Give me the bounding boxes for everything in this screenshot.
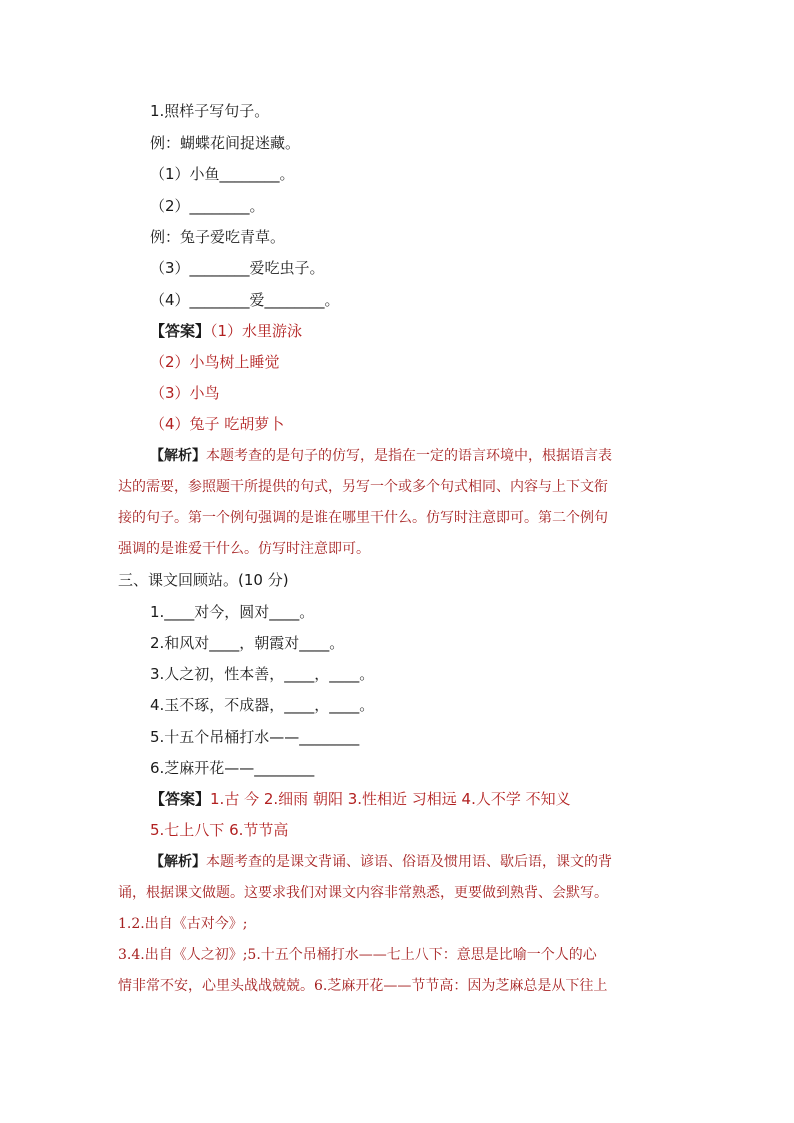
answer-text: （1）水里游泳 [210, 322, 303, 340]
fill-item: 1.____对今，圆对____。 [150, 603, 315, 621]
analysis-label: 【解析】 [150, 854, 206, 870]
fill-item: 2.和风对____，朝霞对____。 [150, 634, 345, 652]
fill-item: 4.玉不琢，不成器，____，____。 [150, 696, 375, 714]
answer-line [150, 789, 571, 809]
fill-item: 3.人之初，性本善，____，____。 [150, 665, 375, 683]
analysis-text: 本题考查的是课文背诵、谚语、俗语及惯用语、歇后语，课文的背 [206, 854, 612, 870]
answer-label: 【答案】 [150, 790, 211, 808]
example-sentence: 例：兔子爱吃青草。 [150, 228, 286, 246]
section-heading: 三、课文回顾站。(10 分) [118, 571, 289, 589]
question-title: 1.照样子写句子。 [150, 102, 270, 120]
analysis-text: 本题考查的是句子的仿写，是指在一定的语言环境中，根据语言表 [206, 448, 612, 464]
answer-text: 1.古 今 2.细雨 朝阳 3.性相近 习相远 4.人不学 不知义 [210, 790, 571, 808]
answer-text: （4）兔子 吃胡萝卜 [150, 415, 285, 433]
analysis-label: 【解析】 [150, 448, 206, 464]
fill-item: 6.芝麻开花——________ [150, 759, 315, 777]
analysis-line [150, 446, 612, 466]
fill-item: （1）小鱼________。 [150, 165, 295, 183]
analysis-text: 强调的是谁爱干什么。仿写时注意即可。 [118, 541, 370, 557]
analysis-text: 1.2.出自《古对今》; [118, 916, 248, 932]
analysis-text: 达的需要，参照题干所提供的句式，另写一个或多个句式相同、内容与上下文衔 [118, 479, 608, 495]
example-sentence: 例：蝴蝶花间捉迷藏。 [150, 134, 301, 152]
analysis-text: 接的句子。第一个例句强调的是谁在哪里干什么。仿写时注意即可。第二个例句 [118, 510, 608, 526]
answer-label: 【答案】 [150, 322, 211, 340]
fill-item: （4）________爱________。 [150, 291, 340, 309]
analysis-line [150, 852, 612, 872]
fill-item: （2）________。 [150, 197, 265, 215]
analysis-text: 诵，根据课文做题。这要求我们对课文内容非常熟悉，更要做到熟背、会默写。 [118, 885, 608, 901]
answer-line [150, 321, 302, 341]
answer-text: （2）小鸟树上睡觉 [150, 353, 280, 371]
fill-item: （3）________爱吃虫子。 [150, 259, 325, 277]
answer-text: 5.七上八下 6.节节高 [150, 821, 289, 839]
answer-text: （3）小鸟 [150, 384, 220, 402]
fill-item: 5.十五个吊桶打水——________ [150, 728, 360, 746]
analysis-text: 情非常不安，心里头战战兢兢。6.芝麻开花——节节高：因为芝麻总是从下往上 [118, 978, 608, 994]
analysis-text: 3.4.出自《人之初》;5.十五个吊桶打水——七上八下：意思是比喻一个人的心 [118, 947, 597, 963]
